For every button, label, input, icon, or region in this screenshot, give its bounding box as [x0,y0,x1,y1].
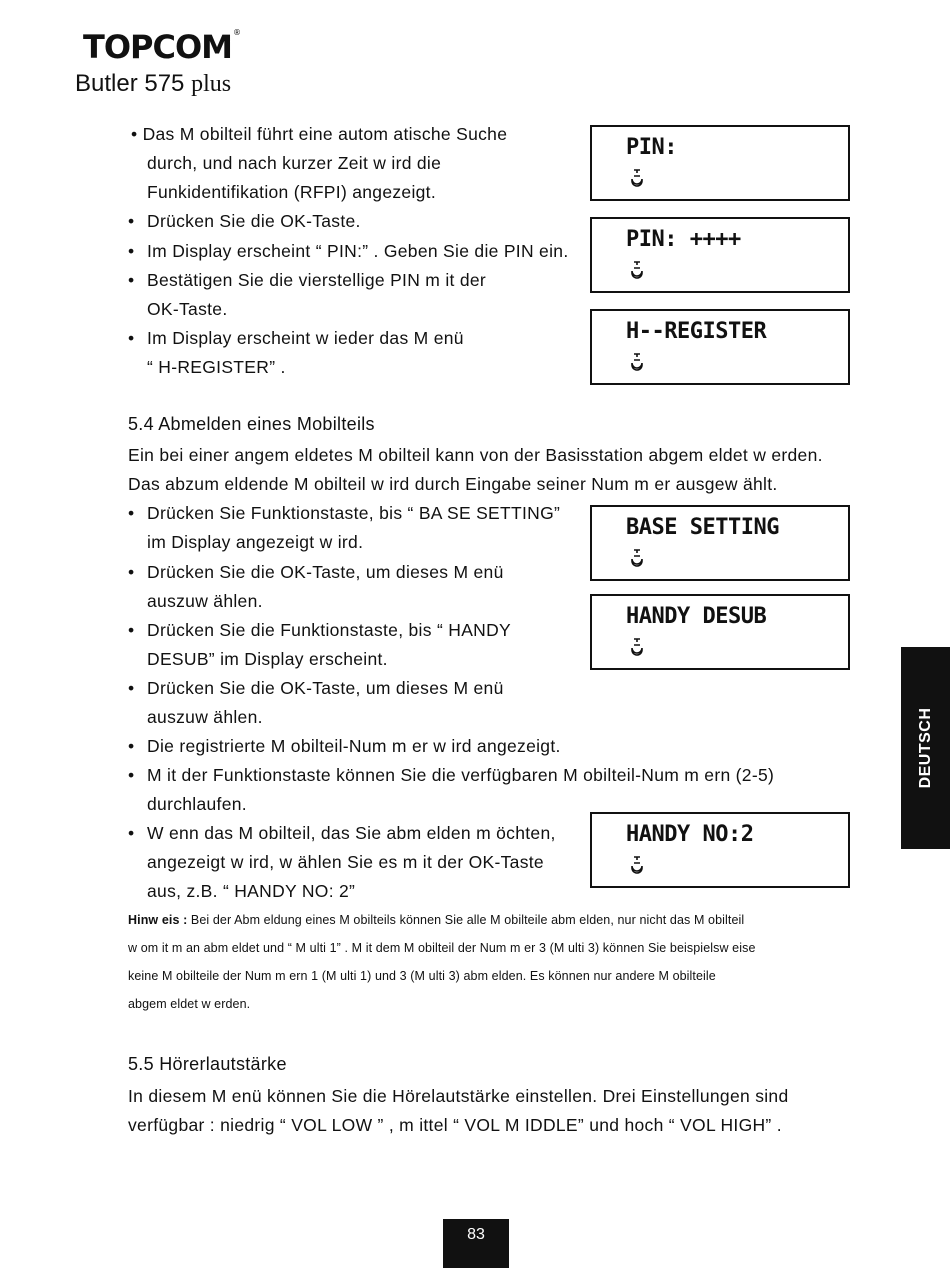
list-item: • Im Display erscheint “ PIN:” . Geben Sie die PIN ein. [128,241,569,261]
text-line: DESUB” im Display erscheint. [147,649,388,669]
lcd-display [590,594,850,670]
handset-icon [630,638,644,656]
handset-icon [630,261,644,279]
lcd-text: PIN: ++++ [626,227,741,252]
text-line: Ein bei einer angem eldetes M obilteil kann von der Basisstation abgem eldet w erden. [128,445,823,465]
text-line: auszuw ählen. [147,591,263,611]
lcd-display [590,812,850,888]
text-line: im Display angezeigt w ird. [147,532,364,552]
list-item: • Drücken Sie die OK-Taste, um dieses M enü [128,562,504,582]
text-line: “ H-REGISTER” . [147,357,286,377]
brand-logo: TOPCOM® [83,28,241,66]
text-line: durchlaufen. [147,794,247,814]
page-number: 83 [443,1219,509,1268]
text-line: angezeigt w ird, w ählen Sie es m it der OK-Taste [147,852,544,872]
lcd-display [590,125,850,201]
list-item: • M it der Funktionstaste können Sie die verfügbaren M obilteil-Num m ern (2-5) [128,765,775,785]
lcd-display [590,217,850,293]
list-item: • W enn das M obilteil, das Sie abm elden m öchten, [128,823,556,843]
text-line: In diesem M enü können Sie die Hörelautstärke einstellen. Drei Einstellungen sind [128,1086,789,1106]
lcd-display [590,505,850,581]
text-line: Das abzum eldende M obilteil w ird durch Eingabe seiner Num m er ausgew ählt. [128,474,778,494]
list-item: • Drücken Sie die OK-Taste. [128,211,361,231]
handset-icon [630,856,644,874]
text-line: aus, z.B. “ HANDY NO: 2” [147,881,356,901]
list-item: • Drücken Sie die Funktionstaste, bis “ HANDY [128,620,512,640]
language-tab: DEUTSCH [901,647,950,849]
text-line: OK-Taste. [147,299,228,319]
note-line: w om it m an abm eldet und “ M ulti 1” . M it dem M obilteil der Num m er 3 (M ulti 3) können Sie beispielsw eise [128,941,756,955]
note-line: keine M obilteile der Num m ern 1 (M ulti 1) und 3 (M ulti 3) abm elden. Es können nur andere M obilteile [128,969,716,983]
text-line: auszuw ählen. [147,707,263,727]
note-line: abgem eldet w erden. [128,997,251,1011]
text-line: • Das M obilteil führt eine autom atische Suche [131,124,508,144]
lcd-text: HANDY DESUB [626,604,767,629]
lcd-text: HANDY NO:2 [626,822,754,847]
section-heading: 5.4 Abmelden eines Mobilteils [128,414,375,434]
section-heading: 5.5 Hörerlautstärke [128,1054,287,1074]
text-line: durch, und nach kurzer Zeit w ird die [147,153,442,173]
lcd-display [590,309,850,385]
list-item: • Drücken Sie Funktionstaste, bis “ BA SE SETTING” [128,503,561,523]
list-item: • Bestätigen Sie die vierstellige PIN m it der [128,270,487,290]
list-item: • Die registrierte M obilteil-Num m er w ird angezeigt. [128,736,561,756]
handset-icon [630,169,644,187]
lcd-text: H--REGISTER [626,319,767,344]
note-line: Hinw eis : Bei der Abm eldung eines M obilteils können Sie alle M obilteile abm elden, nur nicht das M obilteil [128,913,745,927]
text-line: verfügbar : niedrig “ VOL LOW ” , m ittel “ VOL M IDDLE” und hoch “ VOL HIGH” . [128,1115,782,1135]
lcd-text: PIN: [626,135,677,160]
list-item: • Im Display erscheint w ieder das M enü [128,328,464,348]
model-name: Butler 575 plus [75,70,232,97]
list-item: • Drücken Sie die OK-Taste, um dieses M enü [128,678,504,698]
lcd-text: BASE SETTING [626,515,779,540]
text-line: Funkidentifikation (RFPI) angezeigt. [147,182,436,202]
handset-icon [630,353,644,371]
handset-icon [630,549,644,567]
note-label: Hinw eis : [128,913,188,927]
